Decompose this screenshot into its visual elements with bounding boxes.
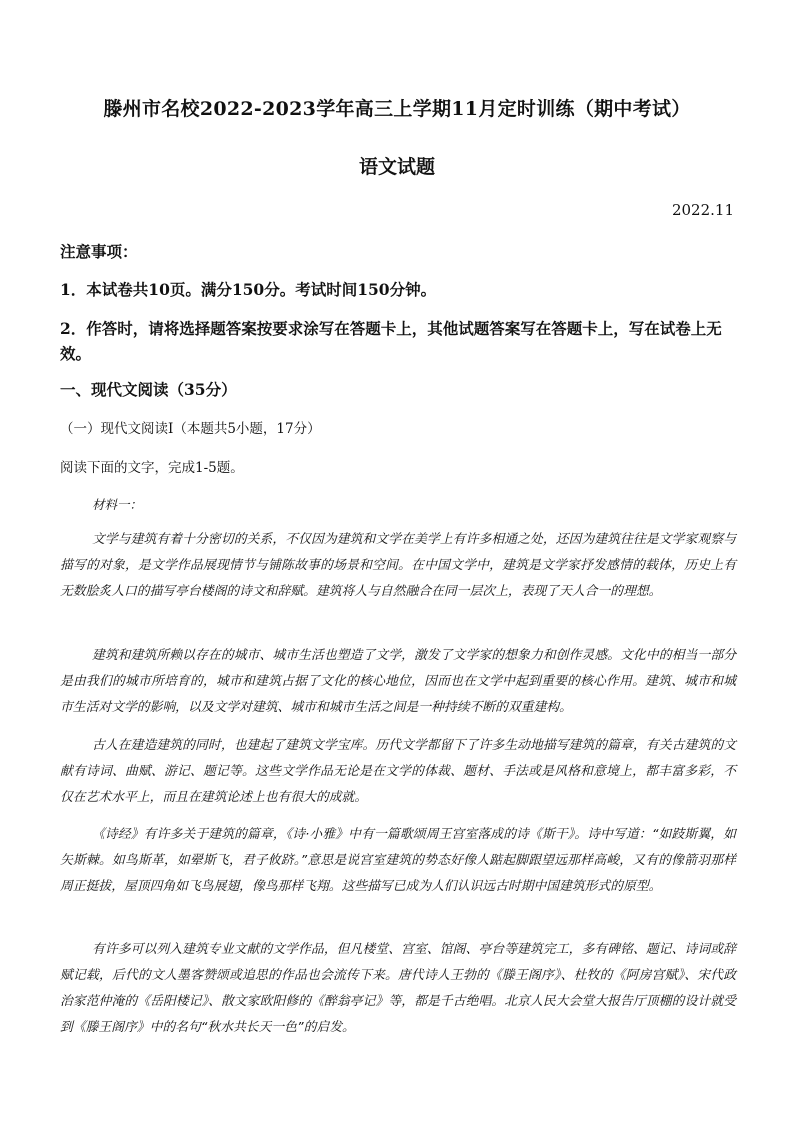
section-subheading: （一）现代文阅读Ⅰ（本题共5小题，17分） [60,421,321,437]
passage-paragraph: 建筑和建筑所赖以存在的城市、城市生活也塑造了文学，激发了文学家的想象力和创作灵感。文化中的相当一部分是由我们的城市所培育的，城市和建筑占据了文化的核心地位，因而也在文学中起到重要的核心作用。建筑、城市和城市生活对文学的影响，以及文学对建筑、城市和城市生活之间是一种持续不断的双重建构。 [60,648,736,715]
exam-date: 2022.11 [671,201,734,219]
section-heading: 一、现代文阅读（35分） [60,380,237,399]
material-label: 材料一： [92,497,143,512]
passage-paragraph: 文学与建筑有着十分密切的关系，不仅因为建筑和文学在美学上有许多相通之处，还因为建筑往往是文学家观察与描写的对象，是文学作品展现情节与铺陈故事的场景和空间。在中国文学中，建筑是文学家抒发感情的载体，历史上有无数脍炙人口的描写亭台楼阁的诗文和辞赋。建筑将人与自然融合在同一层次上，表现了天人合一的理想。 [60,532,736,599]
notice-item-2: 2．作答时，请将选择题答案按要求涂写在答题卡上，其他试题答案写在答题卡上，写在试卷上无效。 [60,319,722,363]
notice-item-1: 1．本试卷共10页。满分150分。考试时间150分钟。 [60,280,437,299]
exam-subtitle: 语文试题 [358,156,435,178]
passage-paragraph: 古人在建造建筑的同时，也建起了建筑文学宝库。历代文学都留下了许多生动地描写建筑的篇章，有关古建筑的文献有诗词、曲赋、游记、题记等。这些文学作品无论是在文学的体裁、题材、手法或是风格和意境上，都丰富多彩，不仅在艺术水平上，而且在建筑论述上也有很大的成就。 [60,738,736,805]
notice-heading: 注意事项： [60,242,138,261]
reading-instruction: 阅读下面的文字，完成1-5题。 [60,460,244,476]
passage-paragraph: 有许多可以列入建筑专业文献的文学作品，但凡楼堂、宫室、馆阁、亭台等建筑完工，多有碑铭、题记、诗词或辞赋记载，后代的文人墨客赞颂或追思的作品也会流传下来。唐代诗人王勃的《滕王阁序》、杜牧的《阿房宫赋》、宋代政治家范仲淹的《岳阳楼记》、散文家欧阳修的《醉翁亭记》等，都是千古绝唱。北京人民大会堂大报告厅顶棚的设计就受到《滕王阁序》中的名句“秋水共长天一色”的启发。 [60,942,736,1035]
exam-title: 滕州市名校2022-2023学年高三上学期11月定时训练（期中考试） [103,98,691,120]
passage-paragraph: 《诗经》有许多关于建筑的篇章，《诗·小雅》中有一篇歌颂周王宫室落成的诗《斯干》。诗中写道：“如跂斯翼，如矢斯棘。如鸟斯革，如翚斯飞，君子攸跻。”意思是说宫室建筑的势态好像人踮起脚跟望远那样高峻，又有的像箭羽那样周正挺拔，屋顶四角如飞鸟展翅，像鸟那样飞翔。这些描写已成为人们认识远古时期中国建筑形式的原型。 [60,827,736,894]
